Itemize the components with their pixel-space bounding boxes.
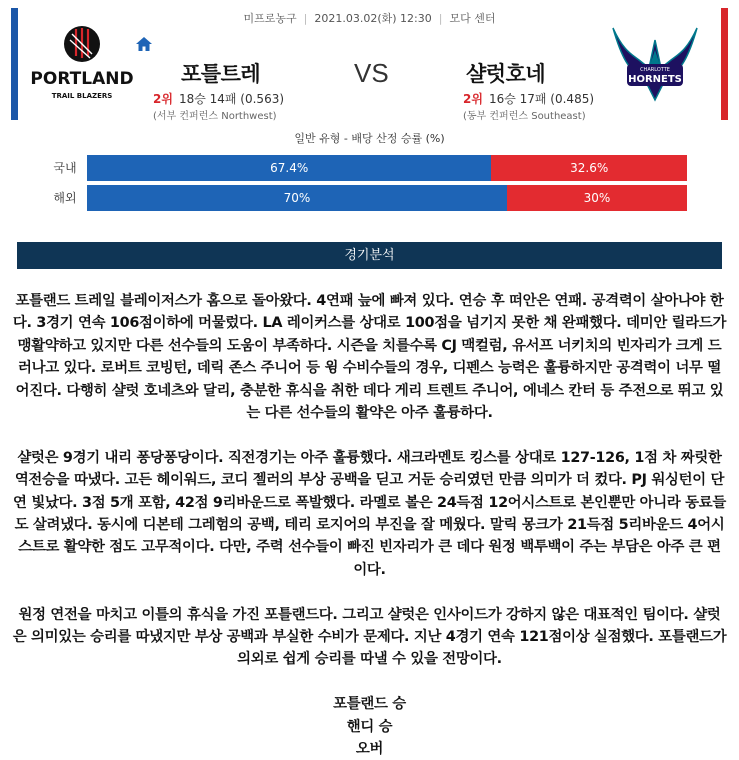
hornets-logo-city: CHARLOTTE [640,67,670,73]
betting-row-overseas [43,185,687,211]
home-conference: (서부 컨퍼런스 Northwest) [153,111,277,122]
away-win-share: 30% [507,185,687,211]
hornets-logo [609,20,701,104]
prediction-picks [12,693,727,760]
analysis-paragraph-home: 포틀랜드 트레일 블레이저스가 홈으로 돌아왔다. 4연패 늪에 빠져 있다. 연승 후 떠안은 연패. 공격력이 살아나야 한다. 3경기 연속 106점이하에 머물렀다. LA 레이커스를 상대로 100점을 넘기지 못한 채 완패했다. 데미안 릴라드가 맹활약하고 있지만 다른 선수들의 도움이 부족하다. 시즌을 치를수록 CJ 맥컬럼, 유서프 너키치의 빈자리가 크게 드러나고 있다. 로버트 코빙턴, 데릭 존스 주니어 등 윙 수비수들의 경우, 디펜스 능력은 훌륭하지만 공격력이 너무 떨어진다. 다행히 샬럿 호네츠와 달리, 충분한 휴식을 취한 데다 게리 트렌트 주니어, 에네스 칸터 등 주전으로 뛰고 있는 다른 선수들의 활약은 아주 훌륭하다. [12,293,727,422]
pinwheel-icon [30,24,134,106]
home-win-share: 70% [87,185,507,211]
analysis-paragraph-away: 샬럿은 9경기 내리 퐁당퐁당이다. 직전경기는 아주 훌륭했다. 새크라멘토 킹스를 상대로 127-126, 1점 차 짜릿한 역전승을 따냈다. 고든 헤이워드, 코디 젤러의 부상 공백을 딛고 거둔 승리였던 만큼 의미가 더 컸다. PJ 워싱턴이 단연 빛났다. 3점 5개 포함, 42점 9리바운드로 폭발했다. 라멜로 볼은 24득점 12어시스트로 본인뿐만 아니라 동료들도 살려냈다. 동시에 디본테 그레험의 공백, 테리 로지어의 부진을 잘 메웠다. 말릭 몽크가 21득점 5리바운드 4어시스트로 활약한 점도 고무적이다. 다만, 주력 선수들이 빠진 빈자리가 큰 데다 원정 백투백이 주는 부담은 아주 큰 편이다. [13,449,726,578]
home-team-name: 포틀트레 [181,62,261,86]
match-meta: 미프로농구 | 2021.03.02(화) 12:30 | 모다 센터 [243,12,496,25]
match-datetime: 2021.03.02(화) 12:30 [314,12,432,25]
portland-logo-subtitle: TRAIL BLAZERS [51,92,113,100]
home-rank: 2위 [153,92,173,106]
home-win-share: 67.4% [87,155,491,181]
analysis-paragraph-summary: 원정 연전을 마치고 이틀의 휴식을 가진 포틀랜드다. 그리고 샬럿은 인사이드가 강하지 않은 대표적인 팀이다. 샬럿은 의미있는 승리를 따냈지만 부상 공백과 부실한 수비가 문제다. 지난 4경기 연속 121점이상 실점했다. 포틀랜드가 의외로 쉽게 승리를 따낼 수 있을 전망이다. [12,606,727,668]
home-record-text: 18승 14패 (0.563) [178,92,285,106]
away-team-name: 샬럿호네 [466,62,546,86]
away-rank: 2위 [463,92,483,106]
betting-row-label: 국내 [53,161,77,175]
away-win-share: 32.6% [491,155,687,181]
betting-bar [87,185,687,211]
hornets-logo-wordmark: HORNETS [628,74,682,85]
pick-item: 오버 [355,741,384,758]
betting-row-label: 해외 [53,191,77,205]
betting-row-domestic [43,155,687,181]
away-record [463,90,594,107]
league-label: 미프로농구 [243,12,297,25]
away-record-text: 16승 17패 (0.485) [488,92,595,106]
pick-item: 포틀랜드 승 [333,696,406,713]
pick-item: 핸디 승 [346,718,393,735]
hornet-icon [609,20,701,104]
analysis-body [12,290,727,760]
vs-label: VS [354,58,389,88]
portland-logo [30,24,134,106]
portland-logo-wordmark: PORTLAND [30,69,134,89]
venue-label: 모다 센터 [449,12,496,25]
analysis-section-title: 경기분석 [17,242,722,269]
betting-bar [87,155,687,181]
away-conference: (동부 컨퍼런스 Southeast) [463,111,586,122]
home-record [153,90,284,107]
betting-title: 일반 유형 - 배당 산정 승률 (%) [294,132,445,145]
home-icon [136,36,152,50]
